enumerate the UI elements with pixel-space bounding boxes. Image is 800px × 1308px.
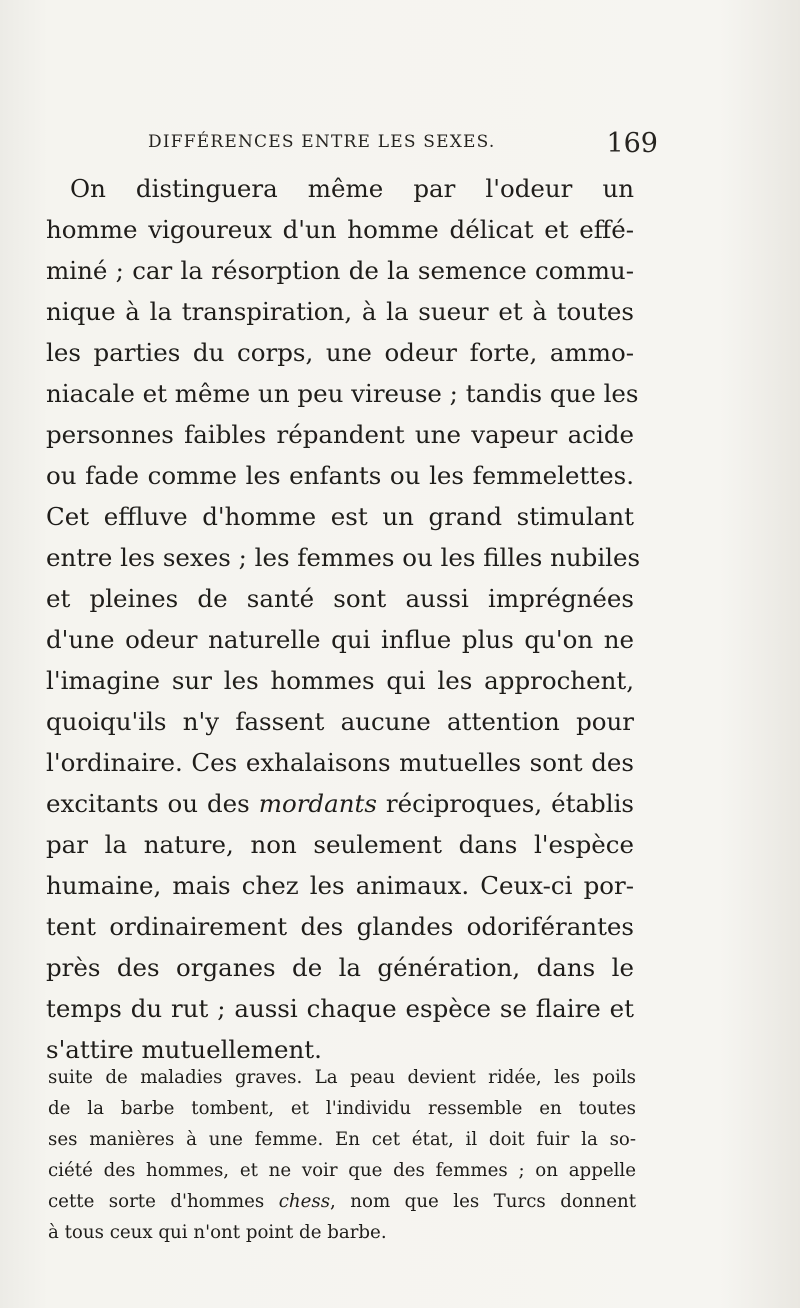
text-fragment: réciproques, établis bbox=[376, 789, 634, 818]
text-line: par la nature, non seulement dans l'espèce bbox=[46, 830, 634, 859]
text-line: nique à la transpiration, à la sueur et à toutes bbox=[46, 297, 634, 326]
text-line: d'une odeur naturelle qui influe plus qu'on ne bbox=[46, 625, 634, 654]
page-number: 169 bbox=[606, 128, 658, 159]
page-header bbox=[148, 128, 658, 162]
note-line: de la barbe tombent, et l'individu ressemble en toutes bbox=[48, 1098, 636, 1119]
text-line: On distinguera même par l'odeur un bbox=[70, 174, 634, 203]
text-fragment: , nom que les Turcs donnent bbox=[330, 1191, 636, 1212]
text-line: entre les sexes ; les femmes ou les filles nubiles bbox=[46, 543, 641, 572]
text-line-with-italic bbox=[46, 783, 634, 824]
text-line: humaine, mais chez les animaux. Ceux-ci por- bbox=[46, 871, 634, 900]
text-line: l'ordinaire. Ces exhalaisons mutuelles sont des bbox=[46, 748, 634, 777]
note-line: ses manières à une femme. En cet état, il doit fuir la so- bbox=[48, 1129, 636, 1150]
note-line: à tous ceux qui n'ont point de barbe. bbox=[48, 1222, 387, 1243]
text-line: personnes faibles répandent une vapeur acide bbox=[46, 420, 634, 449]
text-fragment: excitants ou des bbox=[46, 789, 259, 818]
note-line: suite de maladies graves. La peau devient ridée, les poils bbox=[48, 1067, 636, 1088]
text-fragment: cette sorte d'hommes bbox=[48, 1191, 279, 1212]
text-line: ou fade comme les enfants ou les femmelettes. bbox=[46, 461, 634, 490]
text-line: miné ; car la résorption de la semence commu- bbox=[46, 256, 634, 285]
running-head: DIFFÉRENCES ENTRE LES SEXES. bbox=[148, 132, 496, 152]
italic-word: mordants bbox=[258, 789, 377, 818]
italic-word: chess bbox=[278, 1191, 331, 1212]
text-line: quoiqu'ils n'y fassent aucune attention pour bbox=[46, 707, 634, 736]
note-line-with-italic bbox=[48, 1186, 636, 1217]
text-line: les parties du corps, une odeur forte, ammo- bbox=[46, 338, 634, 367]
text-line: s'attire mutuellement. bbox=[46, 1035, 322, 1064]
text-line: tent ordinairement des glandes odoriférantes bbox=[46, 912, 634, 941]
footnote-text bbox=[48, 1062, 636, 1248]
note-line: ciété des hommes, et ne voir que des femmes ; on appelle bbox=[48, 1160, 636, 1181]
text-line: près des organes de la génération, dans le bbox=[46, 953, 634, 982]
text-line: temps du rut ; aussi chaque espèce se flaire et bbox=[46, 994, 634, 1023]
text-line: homme vigoureux d'un homme délicat et effé- bbox=[46, 215, 634, 244]
text-line: Cet effluve d'homme est un grand stimulant bbox=[46, 502, 634, 531]
text-line: niacale et même un peu vireuse ; tandis que les bbox=[46, 379, 639, 408]
text-line: et pleines de santé sont aussi imprégnées bbox=[46, 584, 634, 613]
text-line: l'imagine sur les hommes qui les approchent, bbox=[46, 666, 634, 695]
main-text bbox=[46, 168, 641, 1070]
